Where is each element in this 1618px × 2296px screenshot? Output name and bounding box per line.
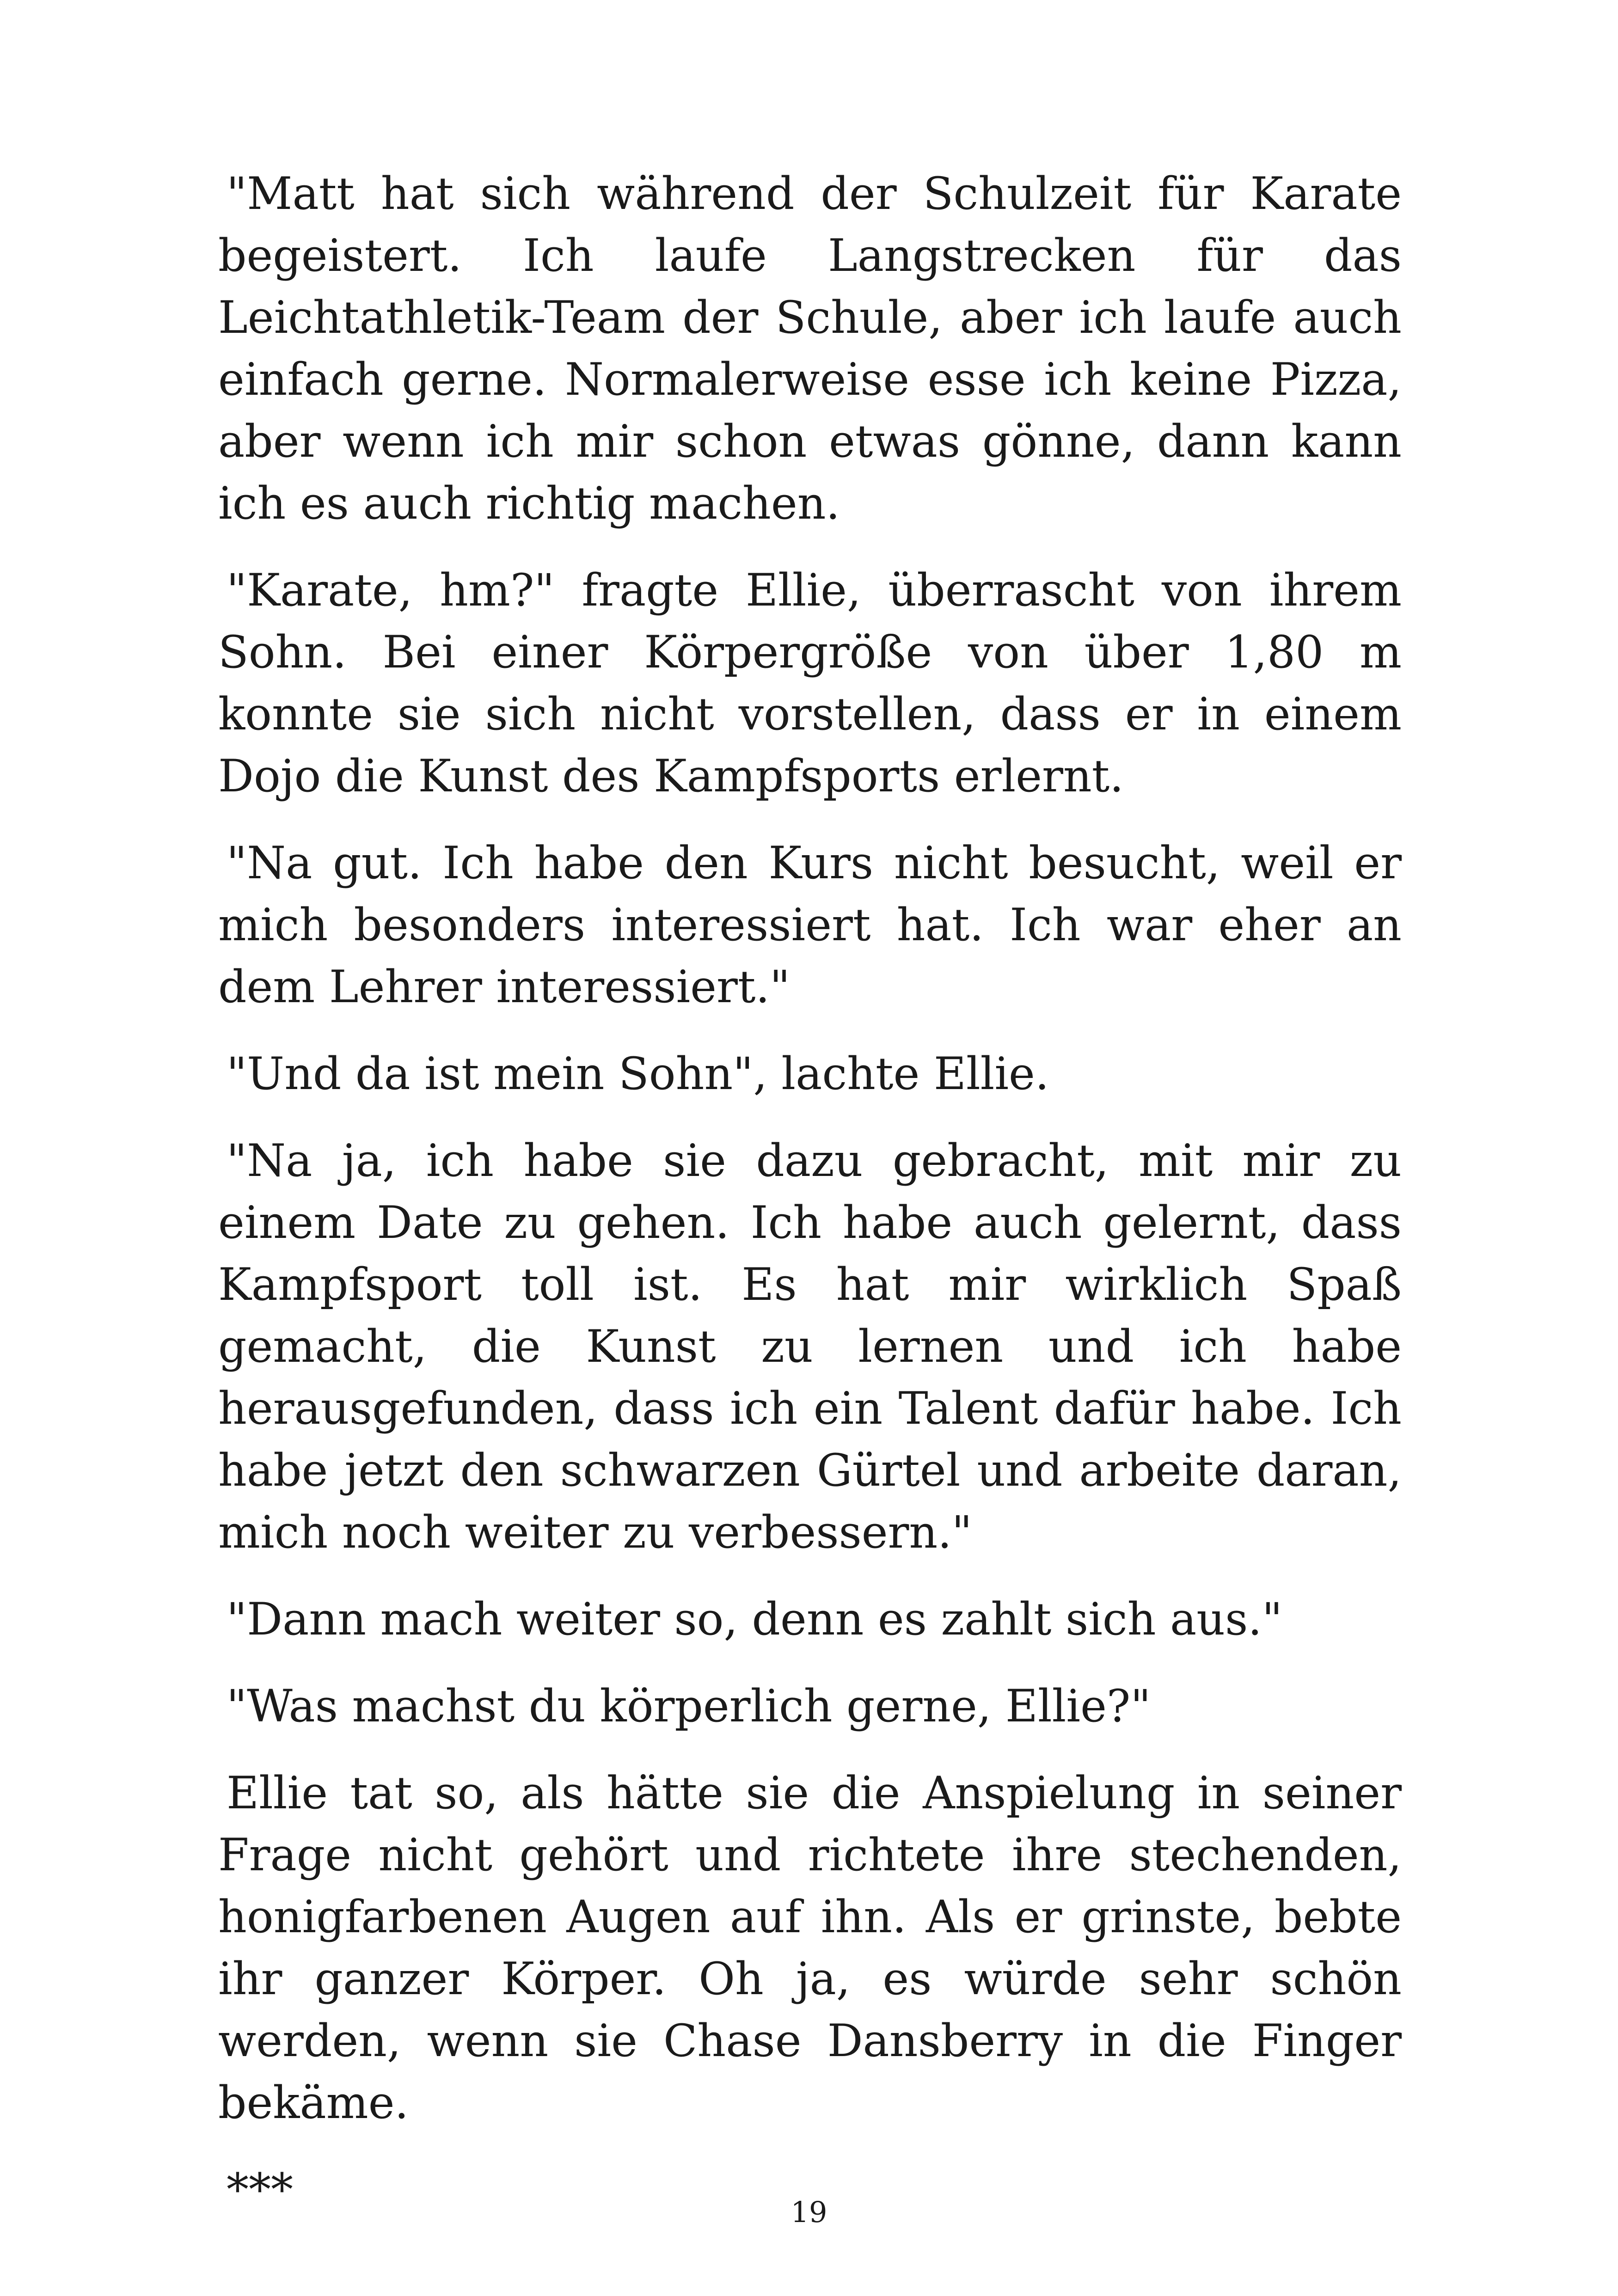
text-column: [218, 163, 1402, 2221]
page-number: 19: [791, 2195, 827, 2229]
paragraph: "Na ja, ich habe sie dazu gebracht, mit mir zu einem Date zu gehen. Ich habe auch gelernt, dass Kampfsport toll ist. Es hat mir wirklich Spaß gemacht, die Kunst zu lernen und ich habe herausgefunden, dass ich ein Talent dafür habe. Ich habe jetzt den schwarzen Gürtel und arbeite daran, mich noch weiter zu verbessern.": [218, 1135, 1402, 1558]
paragraph: "Was machst du körperlich gerne, Ellie?": [227, 1680, 1151, 1732]
paragraph: "Na gut. Ich habe den Kurs nicht besucht, weil er mich besonders interessiert hat. Ich war eher an dem Lehrer interessiert.": [218, 837, 1402, 1013]
paragraph: "Dann mach weiter so, denn es zahlt sich aus.": [227, 1593, 1283, 1645]
paragraph: "Und da ist mein Sohn", lachte Ellie.: [227, 1048, 1049, 1100]
paragraph: Ellie tat so, als hätte sie die Anspielung in seiner Frage nicht gehört und richtete ihre stechenden, honigfarbenen Augen auf ihn. Als er grinste, bebte ihr ganzer Körper. Oh ja, es würde sehr schön werden, wenn sie Chase Dansberry in die Finger bekäme.: [218, 1767, 1402, 2129]
scene-separator: ***: [227, 2164, 293, 2216]
paragraph: "Matt hat sich während der Schulzeit für Karate begeistert. Ich laufe Langstrecken für das Leichtathletik-Team der Schule, aber ich laufe auch einfach gerne. Normalerweise esse ich keine Pizza, aber wenn ich mir schon etwas gönne, dann kann ich es auch richtig machen.: [218, 168, 1402, 529]
paragraph: "Karate, hm?" fragte Ellie, überrascht von ihrem Sohn. Bei einer Körpergröße von über 1,80 m konnte sie sich nicht vorstellen, dass er in einem Dojo die Kunst des Kampfsports erlernt.: [218, 564, 1402, 802]
